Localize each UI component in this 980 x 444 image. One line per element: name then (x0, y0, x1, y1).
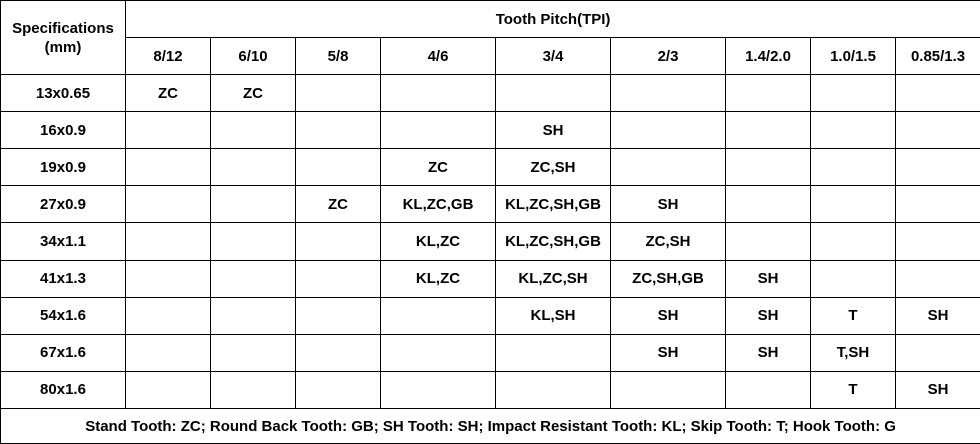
tooth-type-cell: SH (611, 297, 726, 334)
tooth-type-cell (126, 371, 211, 408)
pitch-header-cell: 1.4/2.0 (726, 38, 811, 75)
tooth-type-cell (296, 334, 381, 371)
tooth-type-cell (296, 112, 381, 149)
tooth-type-cell (296, 260, 381, 297)
tooth-type-cell: ZC,SH (496, 149, 611, 186)
tooth-type-cell: SH (726, 260, 811, 297)
table-row (1, 260, 980, 297)
tooth-type-cell (611, 371, 726, 408)
tooth-type-cell: ZC (296, 186, 381, 223)
tooth-type-cell (811, 223, 896, 260)
table-row (1, 112, 980, 149)
tooth-type-cell (896, 186, 980, 223)
tooth-type-cell: SH (726, 334, 811, 371)
tooth-type-cell: ZC,SH (611, 223, 726, 260)
tooth-type-cell: KL,SH (496, 297, 611, 334)
tooth-type-cell (726, 75, 811, 112)
tooth-type-cell: T (811, 371, 896, 408)
table-row (1, 334, 980, 371)
tooth-type-cell (296, 371, 381, 408)
pitch-header-cell: 5/8 (296, 38, 381, 75)
spec-cell: 54x1.6 (1, 297, 126, 334)
tooth-type-cell (726, 371, 811, 408)
spec-cell: 34x1.1 (1, 223, 126, 260)
tooth-type-cell (381, 75, 496, 112)
spec-cell: 16x0.9 (1, 112, 126, 149)
spec-header (1, 1, 126, 75)
tooth-type-cell (126, 297, 211, 334)
tooth-type-cell (211, 297, 296, 334)
spec-cell: 13x0.65 (1, 75, 126, 112)
pitch-header-cell: 6/10 (211, 38, 296, 75)
tooth-type-cell (211, 334, 296, 371)
spec-cell: 19x0.9 (1, 149, 126, 186)
tooth-type-cell: T,SH (811, 334, 896, 371)
tooth-type-cell (896, 334, 980, 371)
legend-row: Stand Tooth: ZC; Round Back Tooth: GB; SH Tooth: SH; Impact Resistant Tooth: KL; Skip Tooth: T; Hook Tooth: G (1, 409, 980, 444)
tooth-type-cell: ZC,SH,GB (611, 260, 726, 297)
tooth-type-cell: SH (611, 186, 726, 223)
spec-cell: 67x1.6 (1, 334, 126, 371)
pitch-header-cell: 8/12 (126, 38, 211, 75)
table-row (1, 371, 980, 408)
tooth-type-cell (211, 149, 296, 186)
table-row (1, 75, 980, 112)
tooth-type-cell: KL,ZC,SH,GB (496, 186, 611, 223)
tooth-type-cell: KL,ZC (381, 260, 496, 297)
tooth-type-cell (611, 75, 726, 112)
tooth-type-cell (496, 75, 611, 112)
tooth-type-cell: T (811, 297, 896, 334)
tooth-type-cell (126, 334, 211, 371)
spec-cell: 27x0.9 (1, 186, 126, 223)
tooth-type-cell (211, 371, 296, 408)
tooth-type-cell (611, 112, 726, 149)
tooth-type-cell (811, 112, 896, 149)
tooth-type-cell (726, 186, 811, 223)
tooth-type-cell (296, 149, 381, 186)
tooth-type-cell (381, 297, 496, 334)
tooth-type-cell: ZC (211, 75, 296, 112)
tooth-type-cell (126, 223, 211, 260)
tooth-type-cell (296, 223, 381, 260)
tooth-type-cell (726, 112, 811, 149)
tooth-type-cell (811, 260, 896, 297)
pitch-header-cell: 4/6 (381, 38, 496, 75)
spec-cell: 41x1.3 (1, 260, 126, 297)
tooth-type-cell (126, 260, 211, 297)
tooth-type-cell (381, 112, 496, 149)
tooth-type-cell (896, 112, 980, 149)
tooth-type-cell (896, 260, 980, 297)
pitch-header-cell: 2/3 (611, 38, 726, 75)
spec-header-text: Specifications (mm) (12, 19, 114, 56)
tooth-type-cell: KL,ZC,SH,GB (496, 223, 611, 260)
tooth-type-cell (211, 223, 296, 260)
pitch-header-cell: 1.0/1.5 (811, 38, 896, 75)
tooth-type-cell (296, 297, 381, 334)
tooth-type-cell: SH (896, 297, 980, 334)
pitch-header-cell: 3/4 (496, 38, 611, 75)
tooth-type-cell: KL,ZC,SH (496, 260, 611, 297)
tooth-type-cell: SH (726, 297, 811, 334)
tooth-type-cell (126, 186, 211, 223)
tooth-type-cell: KL,ZC,GB (381, 186, 496, 223)
tooth-type-cell (211, 260, 296, 297)
tooth-type-cell (811, 186, 896, 223)
tooth-type-cell: ZC (126, 75, 211, 112)
tooth-type-cell (126, 112, 211, 149)
tooth-type-cell (381, 371, 496, 408)
tooth-type-cell: SH (896, 371, 980, 408)
tooth-type-cell (296, 75, 381, 112)
table-row (1, 149, 980, 186)
table-row (1, 223, 980, 260)
tooth-type-cell: SH (496, 112, 611, 149)
tooth-type-cell (896, 223, 980, 260)
pitch-header-row (1, 38, 980, 75)
tooth-type-cell (896, 149, 980, 186)
tooth-type-cell (726, 149, 811, 186)
tooth-type-cell (496, 334, 611, 371)
pitch-header-cell: 0.85/1.3 (896, 38, 980, 75)
tooth-type-cell: KL,ZC (381, 223, 496, 260)
tooth-type-cell: ZC (381, 149, 496, 186)
tooth-type-cell (496, 371, 611, 408)
table-body (1, 75, 980, 409)
tooth-type-cell (126, 149, 211, 186)
tooth-type-cell (381, 334, 496, 371)
tooth-type-cell (811, 75, 896, 112)
table-row (1, 297, 980, 334)
tooth-type-cell (896, 75, 980, 112)
tooth-type-cell (211, 186, 296, 223)
table-row (1, 186, 980, 223)
tooth-type-cell (211, 112, 296, 149)
tooth-type-cell (811, 149, 896, 186)
tooth-type-cell: SH (611, 334, 726, 371)
tooth-pitch-group-header: Tooth Pitch(TPI) (126, 1, 980, 38)
tooth-type-cell (726, 223, 811, 260)
tooth-type-cell (611, 149, 726, 186)
spec-cell: 80x1.6 (1, 371, 126, 408)
